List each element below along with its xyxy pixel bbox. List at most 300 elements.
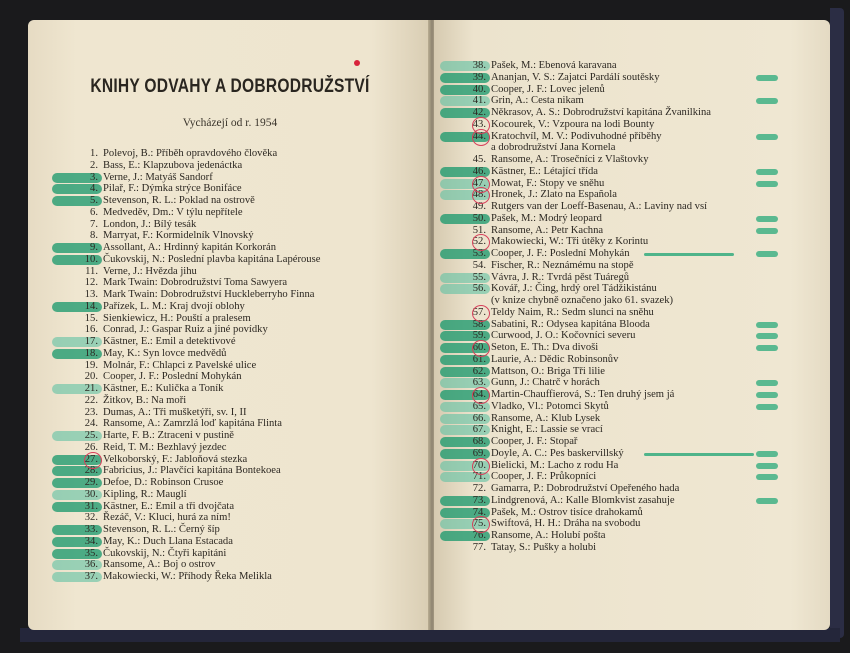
volume-number-text: 38.: [472, 60, 486, 71]
book-list-item: [456, 201, 711, 213]
volume-number: [456, 84, 486, 96]
book-list-item: [68, 172, 320, 184]
book-list-item: [68, 395, 320, 407]
book-entry-text: Kipling, R.: Mauglí: [103, 488, 187, 500]
volume-number-text: 35.: [84, 547, 98, 559]
volume-number: [68, 254, 98, 266]
book-cover-bottom: [20, 628, 840, 642]
volume-number: [68, 360, 98, 372]
left-page: [28, 20, 432, 630]
book-entry-text: Kästner, E.: Létající třída: [491, 165, 598, 177]
book-entry-text: Knight, E.: Lassie se vrací: [491, 424, 603, 436]
volume-number-text: 13.: [84, 289, 98, 300]
book-entry-text: Vávra, J. R.: Tvrdá pěst Tuáregů: [491, 271, 630, 283]
volume-number-text: 20.: [84, 371, 98, 383]
volume-number: [68, 348, 98, 360]
volume-number: [68, 183, 98, 195]
volume-number: [68, 489, 98, 501]
book-list-item: [68, 454, 320, 466]
book-entry-text: Vladko, Vl.: Potomci Skytů: [491, 400, 609, 412]
book-entry-text: Grin, A.: Cesta nikam: [491, 95, 584, 107]
book-entry-text: a dobrodružství Jana Kornela: [491, 142, 616, 154]
volume-number-text: 25.: [84, 430, 98, 441]
book-entry-text: Ransome, A.: Holubí pošta: [491, 530, 606, 541]
book-list-item: [456, 107, 711, 119]
margin-dash-line: [644, 453, 754, 456]
book-entry-text: Gamarra, P.: Dobrodružství Opeřeného hada: [491, 483, 680, 494]
volume-number-text: 7.: [90, 218, 98, 230]
volume-number: [68, 524, 98, 536]
book-list-item: [68, 207, 320, 219]
book-list-item: [456, 424, 711, 436]
book-entry-text: Žitkov, B.: Na moři: [103, 394, 187, 406]
book-list-item: [68, 465, 320, 477]
book-list-item: [456, 495, 711, 507]
volume-number-text: 16.: [84, 324, 98, 336]
volume-number-text: 4.: [90, 183, 98, 195]
book-entry-text: Verne, J.: Matyáš Sandorf: [103, 171, 213, 183]
book-entry-text: Hronek, J.: Zlato na Española: [491, 189, 617, 201]
volume-number-text: 63.: [472, 377, 486, 389]
volume-number: [456, 72, 486, 84]
volume-number-text: 33.: [84, 524, 98, 535]
volume-number-text: 26.: [84, 441, 98, 453]
book-list-item: [456, 436, 711, 448]
book-list-item: [456, 530, 711, 542]
book-entry-text: Cooper, J. F.: Stopař: [491, 436, 578, 447]
book-entry-text: Čukovskij, N.: Poslední plavba kapitána Lapérouse: [103, 253, 321, 265]
book-entry-text: Mattson, O.: Briga Tři lilie: [491, 365, 605, 377]
book-entry-text: Bielicki, M.: Lacho z rodu Ha: [491, 459, 619, 471]
book-list-item: [68, 430, 320, 442]
volume-number-text: 59.: [472, 330, 486, 342]
volume-number-text: 32.: [84, 512, 98, 524]
volume-number-text: 36.: [84, 559, 98, 571]
book-cover-edge: [830, 8, 844, 638]
volume-number-text: 19.: [84, 359, 98, 371]
book-entry-text: Cooper, J. F.: Poslední Mohykán: [103, 371, 242, 383]
volume-number-text: 75.: [472, 518, 486, 530]
volume-number: [68, 536, 98, 548]
volume-number: [68, 277, 98, 289]
book-list-item: [456, 154, 711, 166]
margin-tick-mark: [756, 451, 778, 457]
volume-number-text: 6.: [90, 206, 98, 218]
margin-tick-mark: [756, 392, 778, 398]
book-list-item: [456, 460, 711, 472]
book-entry-text: Cooper, J. F.: Průkopníci: [491, 471, 597, 483]
book-list-item: [456, 213, 711, 225]
volume-number: [68, 207, 98, 219]
book-entry-text: Kästner, E.: Emil a tři dvojčata: [103, 500, 235, 512]
volume-number: [456, 460, 486, 472]
book-entry-text: Ananjan, V. S.: Zajatci Pardálí soutěsky: [491, 71, 660, 83]
volume-number-text: 58.: [472, 318, 486, 330]
volume-number: [68, 289, 98, 301]
margin-tick-mark: [756, 345, 778, 351]
book-entry-text: Ransome, A.: Trosečníci z Vlaštovky: [491, 154, 649, 165]
volume-number-text: 60.: [472, 342, 486, 353]
volume-number-text: 22.: [84, 394, 98, 406]
book-list-item: [456, 389, 711, 401]
book-entry-text: Harte, F. B.: Ztraceni v pustině: [103, 430, 234, 441]
volume-number: [68, 559, 98, 571]
book-list-item: [68, 383, 320, 395]
book-entry-text: Ransome, A.: Petr Kachna: [491, 224, 604, 236]
book-list-item: [68, 289, 320, 301]
book-list-item: [68, 536, 320, 548]
book-entry-text: Gunn, J.: Chatrč v horách: [491, 377, 600, 389]
volume-number: [68, 148, 98, 160]
book-list-item: [456, 178, 711, 190]
book-list-item: [456, 95, 711, 107]
volume-number-text: 74.: [472, 506, 486, 518]
book-list-item: [68, 230, 320, 242]
book-list-item: [456, 283, 711, 295]
book-list-item: [68, 548, 320, 560]
book-list-item: [68, 254, 320, 266]
volume-number: [68, 324, 98, 336]
volume-number-text: 73.: [472, 494, 486, 506]
volume-number-text: 55.: [472, 271, 486, 283]
volume-number: [456, 483, 486, 495]
volume-number-text: 39.: [472, 71, 486, 83]
margin-tick-mark: [756, 380, 778, 386]
book-entry-text: Fischer, R.: Neznámému na stopě: [491, 259, 634, 271]
book-list-item: [68, 266, 320, 278]
volume-number-text: 18.: [84, 347, 98, 359]
volume-number-text: 77.: [472, 541, 486, 553]
book-list-item: [68, 160, 320, 172]
book-list-item: [456, 272, 711, 284]
book-entry-text: Kästner, E.: Kulička a Toník: [103, 383, 224, 394]
book-list-item: [68, 242, 320, 254]
volume-number-text: 27.: [84, 453, 98, 465]
volume-number-text: 54.: [472, 259, 486, 271]
volume-number: [456, 436, 486, 448]
volume-number: [68, 266, 98, 278]
volume-number: [456, 283, 486, 295]
volume-number-text: 3.: [90, 171, 98, 183]
red-circle-mark: [472, 305, 490, 322]
volume-number: [68, 230, 98, 242]
margin-tick-mark: [756, 228, 778, 234]
margin-tick-mark: [756, 75, 778, 81]
volume-number-text: 57.: [472, 306, 486, 318]
volume-number-text: 67.: [472, 424, 486, 436]
volume-number: [68, 172, 98, 184]
book-entry-text: Mowat, F.: Stopy ve sněhu: [491, 177, 605, 189]
book-list-item: [456, 166, 711, 178]
book-entry-text: Martin-Chauffierová, S.: Ten druhý jsem já: [491, 389, 675, 400]
book-list-item: [456, 84, 711, 96]
book-list-right: [456, 60, 711, 554]
margin-tick-mark: [756, 251, 778, 257]
book-list-item: [68, 183, 320, 195]
margin-tick-mark: [756, 134, 778, 140]
book-list-item: [456, 119, 711, 131]
volume-number-text: 42.: [472, 107, 486, 118]
book-entry-text: Laurie, A.: Dědic Robinsonův: [491, 353, 619, 365]
book-entry-text: Defoe, D.: Robinson Crusoe: [103, 477, 224, 488]
volume-number-text: 12.: [84, 277, 98, 289]
volume-number-text: 46.: [472, 165, 486, 177]
volume-number: [456, 366, 486, 378]
red-circle-mark: [472, 458, 490, 475]
book-entry-text: Kocourek, V.: Vzpoura na lodi Bounty: [491, 118, 655, 130]
volume-number-text: 11.: [85, 265, 98, 277]
volume-number-text: 8.: [90, 230, 98, 242]
volume-number-text: 56.: [472, 283, 486, 295]
book-entry-text: Medveděv, Dm.: V týlu nepřítele: [103, 206, 243, 218]
volume-number-text: 65.: [472, 400, 486, 412]
volume-number-text: 23.: [84, 406, 98, 418]
book-entry-text: Verne, J.: Hvězda jihu: [103, 265, 197, 277]
book-entry-text: Makowiecki, W.: Příhody Řeka Melikla: [103, 571, 272, 582]
volume-number: [68, 418, 98, 430]
book-list-item: [68, 348, 320, 360]
book-entry-text: May, K.: Syn lovce medvědů: [103, 347, 227, 359]
book-list-item: [68, 407, 320, 419]
book-list-item: [68, 336, 320, 348]
book-entry-text: Kästner, E.: Emil a detektivové: [103, 336, 236, 347]
volume-number: [68, 512, 98, 524]
volume-number: [68, 195, 98, 207]
book-entry-text: Pařízek, L. M.: Kraj dvojí oblohy: [103, 300, 245, 312]
volume-number-text: 69.: [472, 447, 486, 459]
book-entry-text: Bass, E.: Klapzubova jedenáctka: [103, 159, 243, 171]
book-list-item: [456, 471, 711, 483]
book-entry-text: Tatay, S.: Pušky a holubi: [491, 541, 597, 553]
book-list-item: [456, 542, 711, 554]
right-page: [434, 20, 830, 630]
book-list-item: [68, 277, 320, 289]
volume-number-text: 2.: [90, 159, 98, 171]
margin-tick-mark: [756, 404, 778, 410]
volume-number-text: 37.: [84, 571, 98, 582]
book-entry-text: Ransome, A.: Klub Lysek: [491, 412, 601, 424]
volume-number-text: 17.: [84, 336, 98, 347]
volume-number-text: 62.: [472, 365, 486, 377]
book-entry-text: London, J.: Bílý tesák: [103, 218, 197, 230]
book-list-item: [68, 477, 320, 489]
margin-tick-mark: [756, 169, 778, 175]
volume-number-text: 70.: [472, 459, 486, 471]
volume-number-text: 64.: [472, 389, 486, 400]
volume-number-text: 61.: [472, 353, 486, 365]
volume-number: [68, 548, 98, 560]
volume-number-text: 51.: [472, 224, 486, 236]
volume-number: [68, 371, 98, 383]
book-entry-text: Dumas, A.: Tři mušketýři, sv. I, II: [103, 406, 247, 418]
book-entry-text: Stevenson, R. L.: Poklad na ostrově: [103, 195, 255, 206]
volume-number: [68, 301, 98, 313]
volume-number-text: 10.: [84, 253, 98, 265]
margin-tick-mark: [756, 216, 778, 222]
book-entry-text: Rutgers van der Loeff-Basenau, A.: Laviny nad vsí: [491, 201, 708, 212]
volume-number-text: 9.: [90, 242, 98, 253]
margin-dash-line: [644, 253, 734, 256]
book-entry-text: Stevenson, R. L.: Černý šíp: [103, 524, 220, 535]
volume-number: [68, 219, 98, 231]
volume-number: [68, 454, 98, 466]
book-list-item: [456, 225, 711, 237]
book-entry-text: Ransome, A.: Zamrzlá loď kapitána Flinta: [103, 418, 282, 430]
book-list-item: [68, 360, 320, 372]
volume-number-text: 43.: [472, 118, 486, 130]
volume-number: [456, 518, 486, 530]
volume-number-text: 76.: [472, 530, 486, 541]
volume-number: [456, 542, 486, 554]
book-entry-text: Makowiecki, W.: Tři útěky z Korintu: [491, 236, 649, 248]
book-list-item: [456, 236, 711, 248]
margin-tick-mark: [756, 322, 778, 328]
volume-number-text: 44.: [472, 130, 486, 142]
book-entry-text: Swiftová, H. H.: Dráha na svobodu: [491, 518, 641, 530]
book-list-item: [456, 401, 711, 413]
volume-number: [68, 336, 98, 348]
book-entry-text: Mark Twain: Dobrodružství Huckleberryho Finna: [103, 289, 315, 300]
book-list-item: [68, 512, 320, 524]
red-ink-dot: [354, 60, 360, 66]
volume-number-text: 34.: [84, 535, 98, 547]
volume-number-text: 28.: [84, 465, 98, 477]
book-entry-text: Pašek, M.: Ostrov tisíce drahokamů: [491, 506, 643, 518]
volume-number: [68, 430, 98, 442]
book-list-item: [456, 60, 711, 72]
page-title: KNIHY ODVAHY A DOBRODRUŽSTVÍ: [90, 76, 370, 97]
volume-number-text: 45.: [472, 154, 486, 165]
volume-number-text: 30.: [84, 488, 98, 500]
volume-number: [456, 236, 486, 248]
book-entry-text: Řezáč, V.: Kluci, hurá za ním!: [103, 512, 231, 524]
book-list-item: [456, 131, 711, 143]
book-list-item: [68, 418, 320, 430]
book-list-item: [456, 354, 711, 366]
book-list-item: [456, 189, 711, 201]
volume-number: [456, 131, 486, 143]
volume-number: [68, 395, 98, 407]
volume-number: [456, 154, 486, 166]
book-entry-text: Lindgrenová, A.: Kalle Blomkvist zasahuje: [491, 494, 675, 506]
book-list-item: [68, 489, 320, 501]
volume-number: [456, 342, 486, 354]
book-list-item: [68, 219, 320, 231]
volume-number: [456, 495, 486, 507]
volume-number-text: 29.: [84, 477, 98, 488]
volume-number-text: 31.: [84, 500, 98, 512]
volume-number: [68, 407, 98, 419]
book-list-left: [68, 148, 320, 583]
volume-number: [456, 272, 486, 284]
volume-number-text: 66.: [472, 412, 486, 424]
volume-number: [456, 424, 486, 436]
volume-number-text: 24.: [84, 418, 98, 430]
volume-number-text: 53.: [472, 248, 486, 259]
volume-number-text: 52.: [472, 236, 486, 248]
book-list-item: [68, 371, 320, 383]
book-list-item: [68, 559, 320, 571]
red-circle-mark: [84, 452, 102, 469]
book-list-item: [456, 413, 711, 425]
book-entry-text: Curwood, J. O.: Kočovníci severu: [491, 330, 636, 342]
margin-tick-mark: [756, 333, 778, 339]
book-list-item: [456, 377, 711, 389]
margin-tick-mark: [756, 98, 778, 104]
book-list-item: [68, 524, 320, 536]
volume-number: [456, 213, 486, 225]
book-entry-text: Assollant, A.: Hrdinný kapitán Korkorán: [103, 242, 277, 253]
margin-tick-mark: [756, 181, 778, 187]
book-list-item: [68, 324, 320, 336]
volume-number: [456, 189, 486, 201]
book-entry-text: (v knize chybně označeno jako 61. svazek): [491, 295, 674, 306]
volume-number: [68, 477, 98, 489]
red-circle-mark: [472, 340, 490, 357]
book-entry-text: Conrad, J.: Gaspar Ruiz a jiné povídky: [103, 324, 268, 336]
book-entry-text: Fabricius, J.: Plavčíci kapitána Bontekoea: [103, 465, 281, 477]
book-entry-text: Čukovskij, N.: Čtyři kapitáni: [103, 547, 227, 559]
book-entry-text: Seton, E. Th.: Dva divoši: [491, 342, 599, 353]
book-entry-text: Velkoborský, F.: Jabloňová stezka: [103, 453, 248, 465]
page-subtitle: Vycházejí od r. 1954: [182, 117, 278, 129]
volume-number: [456, 307, 486, 319]
book-list-item: [456, 319, 711, 331]
book-list-item: [68, 313, 320, 325]
volume-number-text: 48.: [472, 189, 486, 201]
book-list-item: [68, 571, 320, 583]
book-list-item: [456, 307, 711, 319]
book-entry-text: Polevoj, B.: Příběh opravdového člověka: [103, 148, 278, 159]
book-list-item: [456, 483, 711, 495]
volume-number: [456, 413, 486, 425]
volume-number: [68, 313, 98, 325]
book-list-item: [456, 142, 711, 154]
book-entry-text: Pašek, M.: Ebenová karavana: [491, 60, 617, 71]
volume-number: [68, 160, 98, 172]
volume-number-text: 21.: [84, 383, 98, 394]
book-list-item: [68, 195, 320, 207]
volume-number-text: 41.: [472, 95, 486, 107]
book-list-item: [456, 330, 711, 342]
book-entry-text: Sabatini, R.: Odysea kapitána Blooda: [491, 318, 650, 330]
volume-number: [456, 95, 486, 107]
volume-number-text: 72.: [472, 483, 486, 494]
book-list-item: [68, 301, 320, 313]
book-list-item: [68, 501, 320, 513]
book-entry-text: Ransome, A.: Boj o ostrov: [103, 559, 216, 571]
volume-number-text: 50.: [472, 212, 486, 224]
book-entry-text: Molnár, F.: Chlapci z Pavelské ulice: [103, 359, 257, 371]
margin-tick-mark: [756, 463, 778, 469]
book-list-item: [68, 148, 320, 160]
volume-number: [68, 242, 98, 254]
volume-number-text: 40.: [472, 83, 486, 95]
red-circle-mark: [472, 387, 490, 404]
volume-number: [68, 501, 98, 513]
book-entry-text: Cooper, J. F.: Poslední Mohykán: [491, 248, 630, 259]
book-entry-text: Mark Twain: Dobrodružství Toma Sawyera: [103, 277, 288, 289]
volume-number-text: 15.: [84, 312, 98, 324]
book-entry-text: May, K.: Duch Llana Estacada: [103, 535, 233, 547]
book-entry-text: Teldy Naim, R.: Sedm slunci na sněhu: [491, 306, 654, 318]
book-entry-text: Sienkiewicz, H.: Pouští a pralesem: [103, 312, 251, 324]
book-entry-text: Reid, T. M.: Bezhlavý jezdec: [103, 441, 227, 453]
volume-number: [456, 60, 486, 72]
volume-number: [456, 260, 486, 272]
book-list-item: [456, 342, 711, 354]
book-entry-text: Marryat, F.: Kormidelník Vlnovský: [103, 230, 254, 242]
